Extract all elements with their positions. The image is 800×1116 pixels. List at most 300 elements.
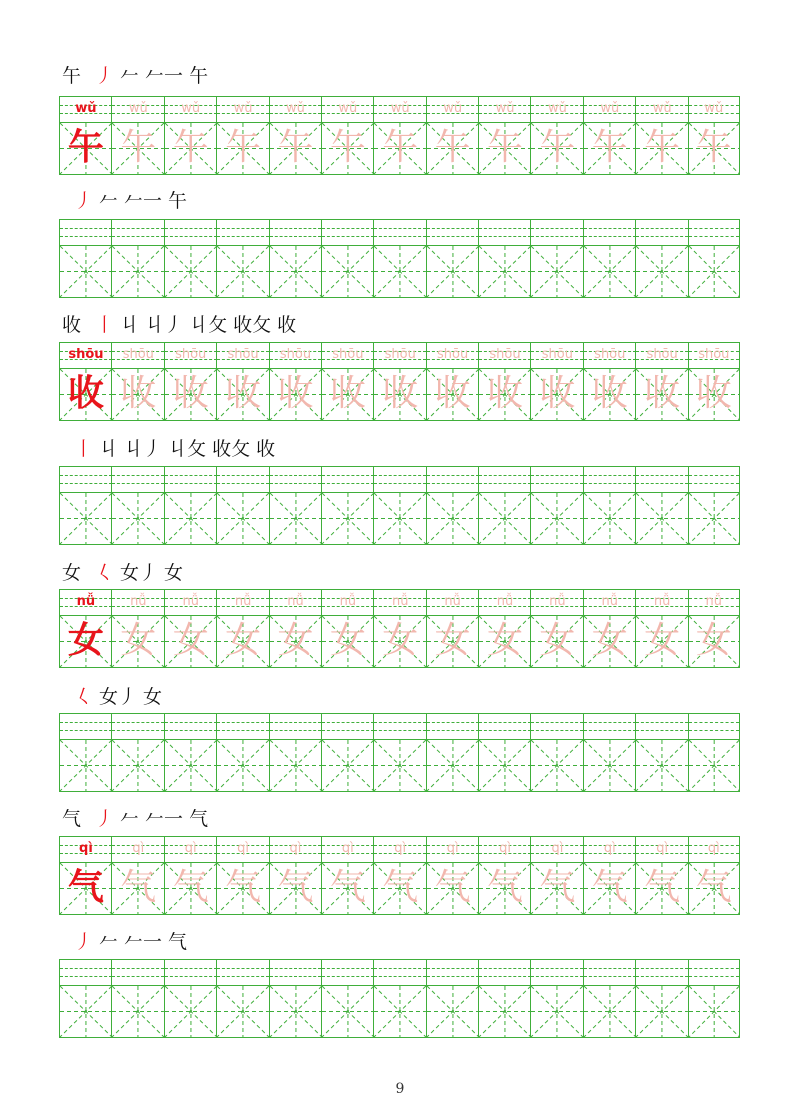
character-trace: 女: [120, 620, 157, 661]
tracing-cell: [321, 836, 374, 915]
character-trace: 女: [329, 620, 366, 661]
writing-cell[interactable]: [635, 466, 688, 545]
character-box: [112, 493, 164, 544]
character-trace: 收: [486, 373, 523, 414]
character-box: [479, 246, 531, 297]
character-trace: 女: [277, 620, 314, 661]
character-box: [584, 740, 636, 791]
blank-practice-grid: [59, 219, 740, 298]
pinyin-trace: shōu: [541, 347, 573, 362]
pinyin-guide-line: [531, 475, 583, 476]
tracing-cell: [635, 836, 688, 915]
tracing-cell: [688, 589, 740, 668]
pinyin-guide-row: [427, 220, 479, 246]
pinyin-trace: shōu: [122, 347, 154, 362]
character-trace: 午: [539, 127, 576, 168]
tracing-cell: [583, 836, 636, 915]
writing-cell[interactable]: [583, 959, 636, 1038]
character-box: [636, 986, 688, 1037]
mizi-guide-lines: [322, 986, 374, 1037]
pinyin-guide-line: [217, 475, 269, 476]
mizi-guide-lines: [636, 740, 688, 791]
mizi-guide-lines: [322, 246, 374, 297]
pinyin-guide-line: [270, 730, 322, 731]
writing-cell[interactable]: [373, 713, 426, 792]
mizi-guide-lines: [584, 986, 636, 1037]
writing-cell[interactable]: [583, 466, 636, 545]
writing-cell[interactable]: [111, 466, 164, 545]
mizi-guide-lines: [479, 246, 531, 297]
tracing-cell: [426, 96, 479, 175]
pinyin-guide-line: [531, 483, 583, 484]
tracing-cell: [59, 342, 112, 421]
pinyin-guide-line: [636, 228, 688, 229]
pinyin-guide-line: [584, 236, 636, 237]
writing-cell[interactable]: [688, 219, 740, 298]
stroke-step: 女: [164, 562, 184, 584]
pinyin-trace: qì: [551, 841, 564, 856]
tracing-cell: [111, 342, 164, 421]
pinyin-trace: wǔ: [652, 101, 672, 116]
character-model: 女: [67, 620, 104, 661]
writing-cell[interactable]: [635, 959, 688, 1038]
stroke-step: 丩攵: [168, 438, 207, 460]
character-trace: 午: [434, 127, 471, 168]
stroke-order-hint: [74, 437, 281, 461]
character-trace: 气: [644, 867, 681, 908]
character-trace: 女: [225, 620, 262, 661]
pinyin-trace: nǚ: [391, 594, 409, 609]
character-trace: 午: [172, 127, 209, 168]
mizi-guide-lines: [112, 986, 164, 1037]
character-box: [374, 493, 426, 544]
writing-cell[interactable]: [59, 219, 112, 298]
pinyin-guide-row: [479, 714, 531, 740]
pinyin-guide-line: [270, 976, 322, 977]
tracing-cell: [373, 96, 426, 175]
pinyin-trace: qì: [656, 841, 669, 856]
writing-cell[interactable]: [530, 219, 583, 298]
pinyin-guide-row: [270, 467, 322, 493]
tracing-cell: [478, 96, 531, 175]
pinyin-guide-line: [217, 236, 269, 237]
writing-cell[interactable]: [373, 959, 426, 1038]
writing-cell[interactable]: [478, 466, 531, 545]
writing-cell[interactable]: [478, 713, 531, 792]
pinyin-guide-row: [374, 467, 426, 493]
pinyin-trace: nǚ: [234, 594, 252, 609]
writing-cell[interactable]: [269, 219, 322, 298]
pinyin-trace: qì: [707, 841, 720, 856]
mizi-guide-lines: [689, 986, 739, 1037]
pinyin-guide-line: [479, 483, 531, 484]
character-trace: 女: [644, 620, 681, 661]
character-trace: 气: [695, 867, 732, 908]
mizi-guide-lines: [165, 493, 217, 544]
pinyin-guide-line: [636, 968, 688, 969]
character-trace: 午: [120, 127, 157, 168]
pinyin-guide-line: [322, 475, 374, 476]
pinyin-guide-line: [479, 722, 531, 723]
pinyin-guide-line: [112, 475, 164, 476]
character-trace: 午: [486, 127, 523, 168]
writing-cell[interactable]: [59, 466, 112, 545]
writing-cell[interactable]: [426, 713, 479, 792]
character-trace: 气: [591, 867, 628, 908]
mizi-guide-lines: [270, 740, 322, 791]
writing-cell[interactable]: [164, 466, 217, 545]
character-box: [165, 493, 217, 544]
mizi-guide-lines: [270, 493, 322, 544]
pinyin-guide-row: [165, 960, 217, 986]
mizi-guide-lines: [584, 246, 636, 297]
character-trace: 气: [539, 867, 576, 908]
pinyin-guide-line: [689, 475, 739, 476]
stroke-step: 丿: [95, 808, 115, 830]
writing-cell[interactable]: [426, 466, 479, 545]
character-trace: 收: [382, 373, 419, 414]
pinyin-guide-line: [479, 976, 531, 977]
pinyin-guide-row: [374, 714, 426, 740]
writing-cell[interactable]: [635, 219, 688, 298]
mizi-guide-lines: [217, 493, 269, 544]
stroke-order-header: [62, 561, 189, 585]
pinyin-guide-line: [217, 730, 269, 731]
mizi-guide-lines: [165, 740, 217, 791]
pinyin-guide-row: [531, 960, 583, 986]
stroke-order-hint: [74, 685, 168, 709]
tracing-cell: [269, 342, 322, 421]
writing-cell[interactable]: [635, 713, 688, 792]
stroke-step: 𠂉: [120, 65, 140, 87]
pinyin-trace: shōu: [594, 347, 626, 362]
pinyin-trace: nǚ: [705, 594, 723, 609]
character-box: [165, 740, 217, 791]
tracing-cell: [59, 836, 112, 915]
character-label: 收: [62, 314, 82, 336]
pinyin-trace: shōu: [698, 347, 730, 362]
pinyin-guide-row: [374, 220, 426, 246]
pinyin-guide-line: [322, 236, 374, 237]
character-box: [270, 246, 322, 297]
pinyin-guide-row: [165, 714, 217, 740]
pinyin-model: wǔ: [75, 101, 97, 116]
pinyin-guide-line: [374, 236, 426, 237]
pinyin-guide-line: [60, 968, 112, 969]
pinyin-trace: nǚ: [339, 594, 357, 609]
pinyin-guide-row: [689, 960, 739, 986]
pinyin-trace: nǚ: [130, 594, 147, 609]
tracing-cell: [426, 836, 479, 915]
character-box: [165, 246, 217, 297]
mizi-guide-lines: [531, 493, 583, 544]
writing-cell[interactable]: [478, 959, 531, 1038]
tracing-cell: [478, 836, 531, 915]
stroke-order-header: [62, 313, 302, 337]
character-trace: 收: [539, 373, 576, 414]
character-trace: 女: [382, 620, 419, 661]
pinyin-guide-row: [60, 467, 112, 493]
pinyin-model: nǚ: [76, 594, 96, 609]
pinyin-trace: shōu: [332, 347, 364, 362]
character-box: [374, 740, 426, 791]
mizi-guide-lines: [374, 246, 426, 297]
stroke-step: 收: [277, 314, 297, 336]
pinyin-guide-line: [217, 722, 269, 723]
pinyin-guide-row: [217, 714, 269, 740]
character-box: [479, 740, 531, 791]
blank-practice-grid: [59, 466, 740, 545]
pinyin-trace: wǔ: [495, 101, 515, 116]
character-trace: 收: [695, 373, 732, 414]
mizi-guide-lines: [217, 246, 269, 297]
pinyin-trace: wǔ: [181, 101, 201, 116]
pinyin-guide-line: [217, 976, 269, 977]
character-box: [689, 493, 739, 544]
pinyin-guide-row: [322, 960, 374, 986]
pinyin-guide-line: [374, 228, 426, 229]
mizi-guide-lines: [60, 740, 112, 791]
writing-cell[interactable]: [530, 713, 583, 792]
pinyin-guide-line: [270, 475, 322, 476]
tracing-cell: [321, 342, 374, 421]
writing-cell[interactable]: [426, 219, 479, 298]
pinyin-guide-line: [270, 228, 322, 229]
character-trace: 气: [382, 867, 419, 908]
writing-cell[interactable]: [583, 713, 636, 792]
writing-cell[interactable]: [111, 959, 164, 1038]
stroke-step: 𠂉: [99, 190, 119, 212]
writing-cell[interactable]: [164, 959, 217, 1038]
pinyin-guide-row: [270, 714, 322, 740]
mizi-guide-lines: [636, 986, 688, 1037]
practice-grid: [59, 342, 740, 421]
pinyin-guide-line: [636, 976, 688, 977]
character-box: [322, 986, 374, 1037]
pinyin-guide-line: [165, 228, 217, 229]
mizi-guide-lines: [636, 246, 688, 297]
mizi-guide-lines: [427, 986, 479, 1037]
pinyin-model: shōu: [68, 347, 104, 362]
pinyin-guide-row: [322, 220, 374, 246]
character-box: [479, 986, 531, 1037]
character-box: [217, 740, 269, 791]
tracing-cell: [426, 342, 479, 421]
pinyin-guide-line: [531, 730, 583, 731]
character-trace: 女: [486, 620, 523, 661]
mizi-guide-lines: [427, 493, 479, 544]
pinyin-guide-line: [689, 228, 739, 229]
mizi-guide-lines: [60, 986, 112, 1037]
pinyin-guide-row: [217, 220, 269, 246]
pinyin-guide-line: [479, 475, 531, 476]
writing-cell[interactable]: [59, 959, 112, 1038]
pinyin-guide-line: [374, 722, 426, 723]
pinyin-guide-row: [60, 220, 112, 246]
character-box: [584, 986, 636, 1037]
pinyin-guide-line: [112, 968, 164, 969]
writing-cell[interactable]: [426, 959, 479, 1038]
tracing-cell: [373, 342, 426, 421]
writing-cell[interactable]: [269, 466, 322, 545]
writing-cell[interactable]: [111, 219, 164, 298]
writing-cell[interactable]: [478, 219, 531, 298]
pinyin-guide-row: [479, 220, 531, 246]
pinyin-guide-line: [270, 236, 322, 237]
pinyin-guide-row: [165, 220, 217, 246]
pinyin-guide-line: [689, 236, 739, 237]
practice-grid: [59, 96, 740, 175]
pinyin-trace: wǔ: [338, 101, 358, 116]
character-box: [217, 986, 269, 1037]
character-box: [165, 986, 217, 1037]
stroke-step: 𠂉一: [145, 65, 184, 87]
writing-cell[interactable]: [583, 219, 636, 298]
character-trace: 气: [225, 867, 262, 908]
writing-cell[interactable]: [373, 466, 426, 545]
pinyin-trace: shōu: [384, 347, 416, 362]
character-box: [60, 986, 112, 1037]
character-label: 气: [62, 808, 82, 830]
stroke-step: 收攵: [233, 314, 272, 336]
pinyin-guide-row: [636, 714, 688, 740]
pinyin-trace: wǔ: [600, 101, 620, 116]
character-box: [689, 246, 739, 297]
mizi-guide-lines: [479, 986, 531, 1037]
pinyin-guide-line: [112, 236, 164, 237]
tracing-cell: [59, 96, 112, 175]
character-box: [217, 493, 269, 544]
writing-cell[interactable]: [688, 466, 740, 545]
writing-cell[interactable]: [164, 713, 217, 792]
character-box: [322, 493, 374, 544]
pinyin-guide-line: [531, 968, 583, 969]
stroke-step: 收: [256, 438, 276, 460]
mizi-guide-lines: [165, 246, 217, 297]
mizi-guide-lines: [584, 740, 636, 791]
pinyin-guide-line: [322, 722, 374, 723]
tracing-cell: [530, 589, 583, 668]
writing-cell[interactable]: [164, 219, 217, 298]
tracing-cell: [164, 96, 217, 175]
pinyin-trace: qì: [446, 841, 459, 856]
character-trace: 午: [225, 127, 262, 168]
pinyin-guide-line: [636, 730, 688, 731]
writing-cell[interactable]: [269, 959, 322, 1038]
character-box: [689, 740, 739, 791]
character-box: [636, 493, 688, 544]
character-box: [60, 740, 112, 791]
stroke-step: 丩: [99, 438, 119, 460]
mizi-guide-lines: [531, 740, 583, 791]
pinyin-trace: nǚ: [653, 594, 671, 609]
character-trace: 女: [695, 620, 732, 661]
stroke-step: 𠂉一: [145, 808, 184, 830]
writing-cell[interactable]: [111, 713, 164, 792]
pinyin-guide-line: [322, 968, 374, 969]
pinyin-guide-row: [112, 714, 164, 740]
pinyin-trace: qì: [289, 841, 302, 856]
writing-cell[interactable]: [530, 959, 583, 1038]
writing-cell[interactable]: [269, 713, 322, 792]
tracing-cell: [635, 96, 688, 175]
tracing-cell: [216, 836, 269, 915]
stroke-step: 丿: [74, 931, 94, 953]
character-model: 午: [67, 127, 104, 168]
mizi-guide-lines: [689, 740, 739, 791]
pinyin-guide-line: [427, 976, 479, 977]
pinyin-guide-line: [322, 228, 374, 229]
mizi-guide-lines: [60, 493, 112, 544]
pinyin-guide-line: [427, 483, 479, 484]
mizi-guide-lines: [217, 986, 269, 1037]
pinyin-guide-row: [689, 467, 739, 493]
mizi-guide-lines: [322, 493, 374, 544]
stroke-step: 𠂉: [99, 931, 119, 953]
writing-cell[interactable]: [216, 466, 269, 545]
writing-cell[interactable]: [321, 466, 374, 545]
character-trace: 午: [695, 127, 732, 168]
pinyin-model: qì: [79, 841, 93, 856]
pinyin-guide-row: [60, 960, 112, 986]
pinyin-guide-row: [270, 960, 322, 986]
tracing-cell: [111, 96, 164, 175]
writing-cell[interactable]: [530, 466, 583, 545]
character-box: [479, 493, 531, 544]
writing-cell[interactable]: [688, 713, 740, 792]
writing-cell[interactable]: [216, 959, 269, 1038]
tracing-cell: [164, 836, 217, 915]
writing-cell[interactable]: [321, 219, 374, 298]
stroke-step: 丿: [95, 65, 115, 87]
character-box: [531, 986, 583, 1037]
writing-cell[interactable]: [216, 219, 269, 298]
pinyin-guide-line: [112, 483, 164, 484]
pinyin-guide-line: [479, 228, 531, 229]
tracing-cell: [321, 589, 374, 668]
pinyin-guide-line: [427, 730, 479, 731]
mizi-guide-lines: [270, 986, 322, 1037]
pinyin-guide-line: [427, 236, 479, 237]
writing-cell[interactable]: [59, 713, 112, 792]
writing-cell[interactable]: [373, 219, 426, 298]
character-box: [427, 740, 479, 791]
pinyin-trace: nǚ: [496, 594, 514, 609]
pinyin-guide-line: [427, 228, 479, 229]
writing-cell[interactable]: [688, 959, 740, 1038]
character-box: [584, 493, 636, 544]
stroke-step: 午: [168, 190, 188, 212]
pinyin-guide-line: [217, 228, 269, 229]
character-box: [531, 740, 583, 791]
pinyin-trace: shōu: [279, 347, 312, 362]
character-trace: 收: [277, 373, 314, 414]
pinyin-guide-line: [165, 722, 217, 723]
pinyin-guide-line: [374, 730, 426, 731]
writing-cell[interactable]: [321, 713, 374, 792]
character-trace: 气: [277, 867, 314, 908]
pinyin-guide-row: [479, 467, 531, 493]
pinyin-guide-line: [531, 976, 583, 977]
writing-cell[interactable]: [216, 713, 269, 792]
pinyin-guide-row: [112, 960, 164, 986]
pinyin-trace: qì: [394, 841, 407, 856]
character-trace: 午: [277, 127, 314, 168]
writing-cell[interactable]: [321, 959, 374, 1038]
pinyin-guide-line: [584, 722, 636, 723]
pinyin-guide-line: [60, 976, 112, 977]
character-box: [427, 493, 479, 544]
